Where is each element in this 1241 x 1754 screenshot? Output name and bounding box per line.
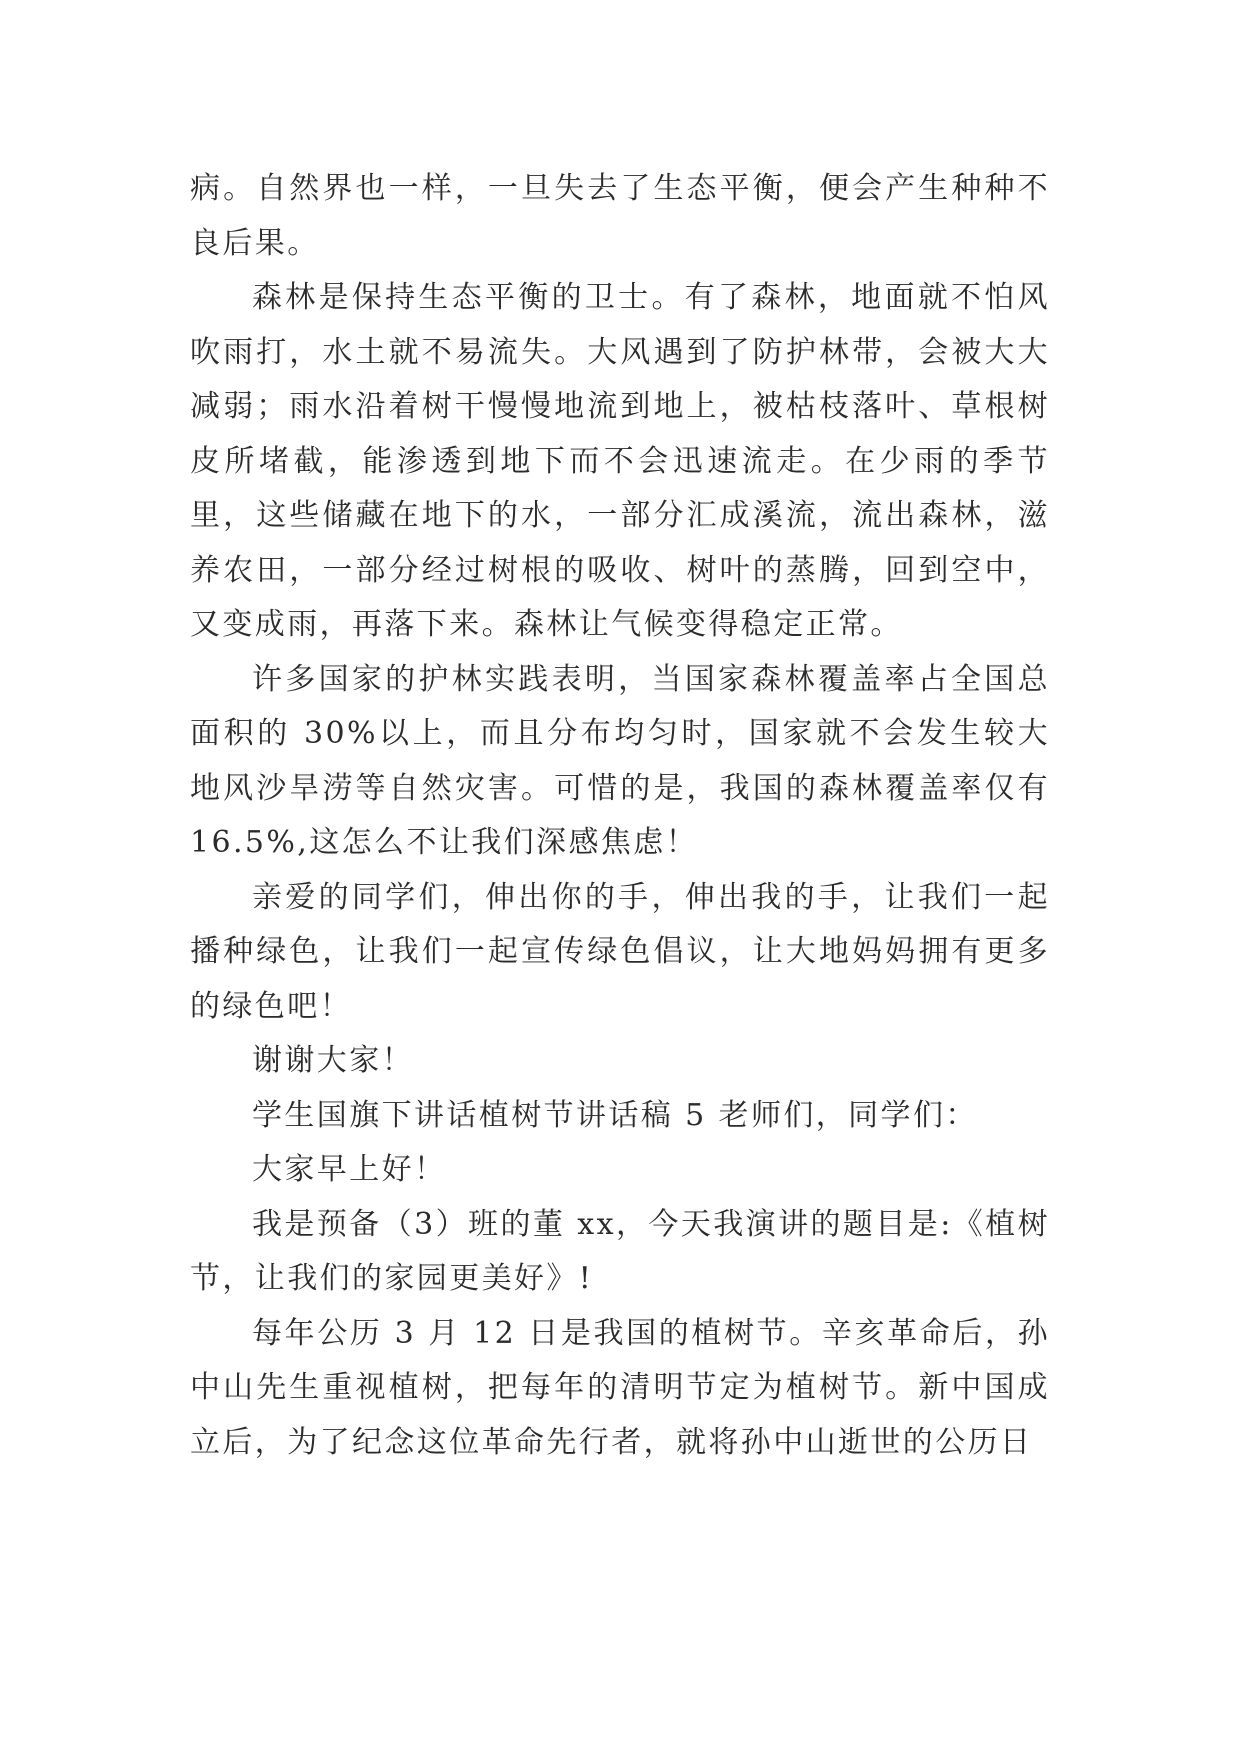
- paragraph-6: 学生国旗下讲话植树节讲话稿 5 老师们，同学们：: [252, 1097, 978, 1133]
- paragraph-4: 亲爱的同学们，伸出你的手，伸出我的手，让我们一起播种绿色，让我们一起宣传绿色倡议，让大地妈妈拥有更多的绿色吧！: [190, 879, 1050, 1024]
- paragraph-1: 病。自然界也一样，一旦失去了生态平衡，便会产生种种不良后果。: [190, 171, 1050, 261]
- paragraph-9: 每年公历 3 月 12 日是我国的植树节。辛亥革命后，孙中山先生重视植树，把每年的清明节定为植树节。新中国成立后，为了纪念这位革命先行者，就将孙中山逝世的公历日: [190, 1315, 1050, 1460]
- paragraph-2: 森林是保持生态平衡的卫士。有了森林，地面就不怕风吹雨打，水土就不易流失。大风遇到了防护林带，会被大大减弱；雨水沿着树干慢慢地流到地上，被枯枝落叶、草根树皮所堵截，能渗透到地下而不会迅速流走。在少雨的季节里，这些储藏在地下的水，一部分汇成溪流，流出森林，滋养农田，一部分经过树根的吸收、树叶的蒸腾，回到空中，又变成雨，再落下来。森林让气候变得稳定正常。: [190, 280, 1050, 642]
- paragraph-3: 许多国家的护林实践表明，当国家森林覆盖率占全国总面积的 30%以上，而且分布均匀时，国家就不会发生较大地风沙旱涝等自然灾害。可惜的是，我国的森林覆盖率仅有 16.5%,这怎么不让我们深感焦虑！: [190, 661, 1050, 860]
- document-page: [190, 162, 1050, 1470]
- paragraph-8: 我是预备（3）班的董 xx，今天我演讲的题目是:《植树节，让我们的家园更美好》!: [190, 1206, 1050, 1296]
- paragraph-5: 谢谢大家！: [252, 1043, 414, 1078]
- paragraph-7: 大家早上好！: [252, 1152, 447, 1187]
